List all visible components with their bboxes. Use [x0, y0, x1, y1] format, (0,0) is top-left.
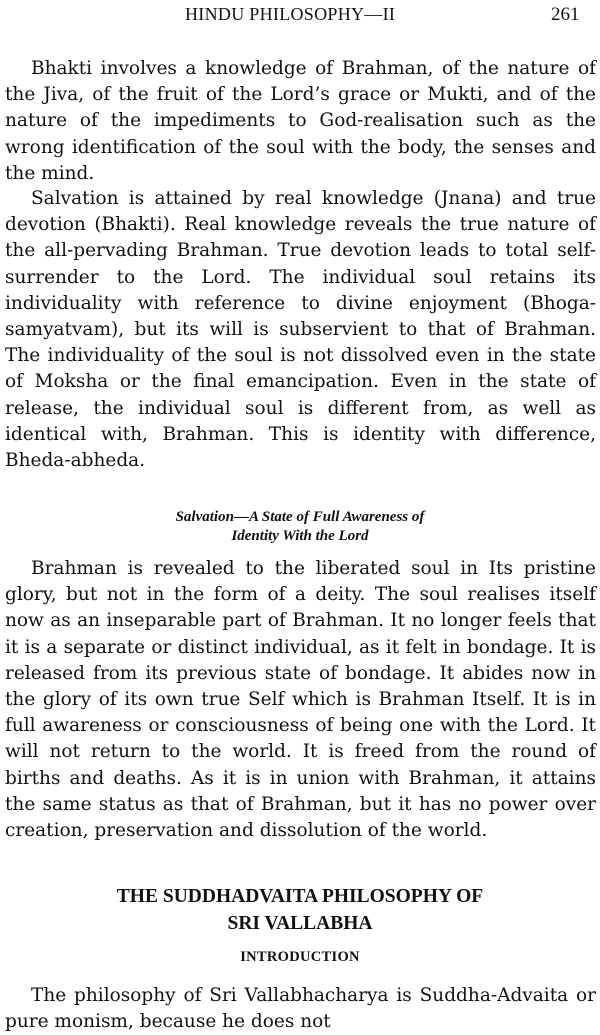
- subheading-line-2: Identity With the Lord: [231, 528, 369, 544]
- section-title-line-1: THE SUDDHADVAITA PHILOSOPHY OF: [116, 886, 484, 907]
- section-title-line-2: SRI VALLABHA: [227, 913, 373, 934]
- running-title: HINDU PHILOSOPHY—II: [185, 4, 396, 24]
- paragraph-liberated-soul: Brahman is revealed to the liberated soul in Its pristine glory, but not in the form of a deity. The soul realises itself now as an inseparable part of Brahman. It no longer feels that it is a separate or distinct individual, as it felt in bondage. It is released from its previous state of bondage. It abides now in the glory of its own true Self which is Brahman Itself. It is in full awareness or consciousness of being one with the Lord. It will not return to the world. It is freed from the round of births and deaths. As it is in union with Brahman, it attains the same status as that of Brahman, but it has no power over creation, preservation and dissolution of the world.: [5, 558, 596, 842]
- section-title: [40, 883, 560, 937]
- running-head: [0, 4, 600, 28]
- paragraph-salvation: Salvation is attained by real knowledge (Jnana) and true devotion (Bhakti). Real knowledge reveals the true nature of the all-pervading Brahman. True devotion leads to total self-surrender to the Lord. The individual soul retains its individuality with reference to divine enjoyment (Bhoga-samyatvam), but its will is subservient to that of Brahman. The individuality of the soul is not dissolved even in the state of Moksha or the final emancipation. Even in the state of release, the individual soul is different from, as well as identical with, Brahman. This is identity with difference, Bheda-abheda.: [5, 188, 596, 472]
- subheading-line-1: Salvation—A State of Full Awareness of: [175, 509, 425, 525]
- page-number: 261: [551, 4, 580, 25]
- introduction-heading: INTRODUCTION: [240, 949, 360, 965]
- paragraph-bhakti-knowledge: Bhakti involves a knowledge of Brahman, of the nature of the Jiva, of the fruit of the Lord’s grace or Mukti, and of the nature of the impediments to God-realisation such as the wrong identification of the soul with the body, the senses and the mind.: [5, 58, 596, 184]
- subheading-salvation-awareness: [60, 508, 540, 546]
- paragraph-vallabha-intro: The philosophy of Sri Vallabhacharya is Suddha-Advaita or pure monism, because he does not: [5, 985, 596, 1033]
